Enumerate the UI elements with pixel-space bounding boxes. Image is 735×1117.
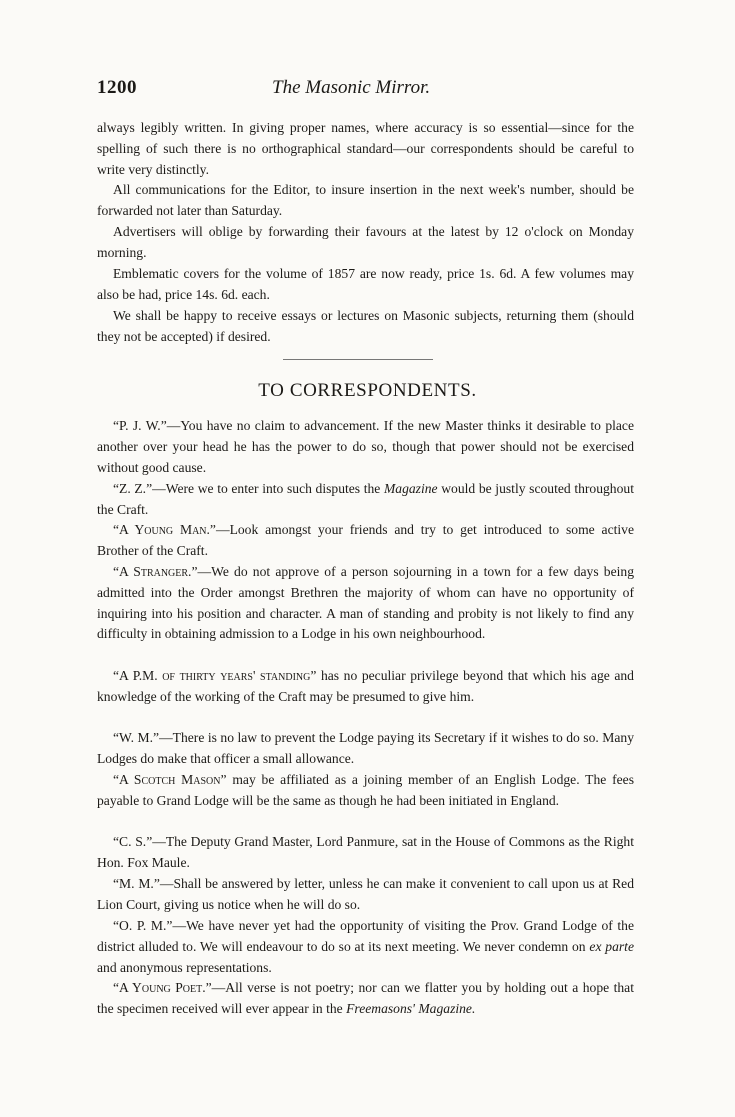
reply-text-end: would be justly scouted throughout the Craft. <box>97 481 634 517</box>
reply-text: —Were we to enter into such disputes the <box>152 481 384 496</box>
correspondent-name: W. M. <box>119 730 154 745</box>
correspondent-name: P. J. W. <box>119 418 161 433</box>
correspondent-name: A Scotch Mason <box>119 772 221 787</box>
correspondent-reply: “A Scotch Mason” may be affiliated as a joining member of an English Lodge. The fees payable to Grand Lodge will be the same as though he had been initiated in England. <box>97 772 634 808</box>
notice-paragraph: always legibly written. In giving proper names, where accuracy is so essential—since for the spelling of such there is no orthographical standard—our correspondents should be careful to write very distinctly. <box>97 120 634 177</box>
page-header <box>97 77 637 103</box>
correspondent-name: A P.M. of thirty years' standing <box>119 668 311 683</box>
correspondent-name: A Young Poet. <box>119 980 206 995</box>
correspondent-reply: “A Young Man.”—Look amongst your friends and try to get introduced to some active Brother of the Craft. <box>97 522 634 558</box>
correspondent-reply: “O. P. M.”—We have never yet had the opportunity of visiting the Prov. Grand Lodge of the district alluded to. We will endeavour to do so at its next meeting. We never condemn on ex parte and anonymous representations. <box>97 918 634 975</box>
notice-paragraph: Advertisers will oblige by forwarding their favours at the latest by 12 o'clock on Monday morning. <box>97 224 634 260</box>
reply-italic: ex parte <box>589 938 634 954</box>
running-title: The Masonic Mirror. <box>272 77 431 98</box>
reply-text: has no peculiar privilege beyond that which his age and knowledge of the working of the Craft may be presumed to give him. <box>97 668 634 704</box>
correspondent-reply: “Z. Z.”—Were we to enter into such disputes the Magazine would be justly scouted throughout the Craft. <box>97 481 634 517</box>
section-divider <box>283 359 433 360</box>
notice-paragraph: We shall be happy to receive essays or lectures on Masonic subjects, returning them (should they not be accepted) if desired. <box>97 308 634 344</box>
correspondent-reply: “C. S.”—The Deputy Grand Master, Lord Panmure, sat in the House of Commons as the Right Hon. Fox Maule. <box>97 834 635 870</box>
reply-text: —All verse is not poetry; nor can we flatter you by holding out a hope that the specimen received will ever appear in the <box>97 980 634 1016</box>
reply-text: —We do not approve of a person sojourning in a town for a few days being admitted into the Order amongst Brethren the majority of whom can have no opportunity of inquiring into his position and character. A man of standing and probity is not likely to find any difficulty in obtaining admission to a Lodge in his own neighbourhood. <box>97 564 634 642</box>
reply-text: may be affiliated as a joining member of an English Lodge. The fees payable to Grand Lodge will be the same as though he had been initiated in England. <box>97 772 634 808</box>
correspondent-reply: “M. M.”—Shall be answered by letter, unless he can make it convenient to call upon us at Red Lion Court, giving us notice when he will do so. <box>97 876 634 912</box>
reply-italic: Freemasons' Magazine. <box>346 1000 476 1016</box>
correspondent-reply: “W. M.”—There is no law to prevent the Lodge paying its Secretary if it wishes to do so. Many Lodges do make that officer a small allowance. <box>97 730 634 766</box>
reply-text: —You have no claim to advancement. If the new Master thinks it desirable to place another over your head he has the power to do so, though that power should not be exercised without good cause. <box>97 418 634 475</box>
page-number: 1200 <box>97 77 137 98</box>
notice-paragraph: All communications for the Editor, to insure insertion in the next week's number, should be forwarded not later than Saturday. <box>97 182 634 218</box>
reply-text-end: and anonymous representations. <box>97 959 272 975</box>
reply-text: —Shall be answered by letter, unless he can make it convenient to call upon us at Red Lion Court, giving us notice when he will do so. <box>97 876 634 912</box>
correspondent-name: O. P. M. <box>119 918 167 933</box>
section-heading: TO CORRESPONDENTS. <box>258 380 477 401</box>
correspondent-name: C. S. <box>119 834 147 849</box>
reply-text: —We have never yet had the opportunity of visiting the Prov. Grand Lodge of the district alluded to. We will endeavour to do so at its next meeting. We never condemn on <box>97 918 634 954</box>
correspondent-name: A Stranger. <box>119 564 192 579</box>
reply-text: —Look amongst your friends and try to get introduced to some active Brother of the Craft. <box>97 522 634 558</box>
correspondent-reply: “A Young Poet.”—All verse is not poetry; nor can we flatter you by holding out a hope that the specimen received will ever appear in the Freemasons' Magazine. <box>97 980 634 1016</box>
correspondent-reply: “P. J. W.”—You have no claim to advancement. If the new Master thinks it desirable to place another over your head he has the power to do so, though that power should not be exercised without good cause. <box>97 418 634 475</box>
reply-text: —There is no law to prevent the Lodge paying its Secretary if it wishes to do so. Many Lodges do make that officer a small allowance. <box>97 730 634 766</box>
reply-italic: Magazine <box>383 481 438 496</box>
reply-text: —The Deputy Grand Master, Lord Panmure, sat in the House of Commons as the Right Hon. Fox Maule. <box>97 834 635 870</box>
correspondent-reply: “A P.M. of thirty years' standing” has no peculiar privilege beyond that which his age and knowledge of the working of the Craft may be presumed to give him. <box>97 668 634 704</box>
correspondent-name: M. M. <box>119 876 154 891</box>
correspondent-reply: “A Stranger.”—We do not approve of a person sojourning in a town for a few days being admitted into the Order amongst Brethren the majority of whom can have no opportunity of inquiring into his position and character. A man of standing and probity is not likely to find any difficulty in obtaining admission to a Lodge in his own neighbourhood. <box>97 564 634 642</box>
notice-paragraph: Emblematic covers for the volume of 1857 are now ready, price 1s. 6d. A few volumes may also be had, price 14s. 6d. each. <box>97 266 634 302</box>
correspondent-name: Z. Z. <box>119 481 147 496</box>
correspondent-name: A Young Man. <box>119 522 210 537</box>
